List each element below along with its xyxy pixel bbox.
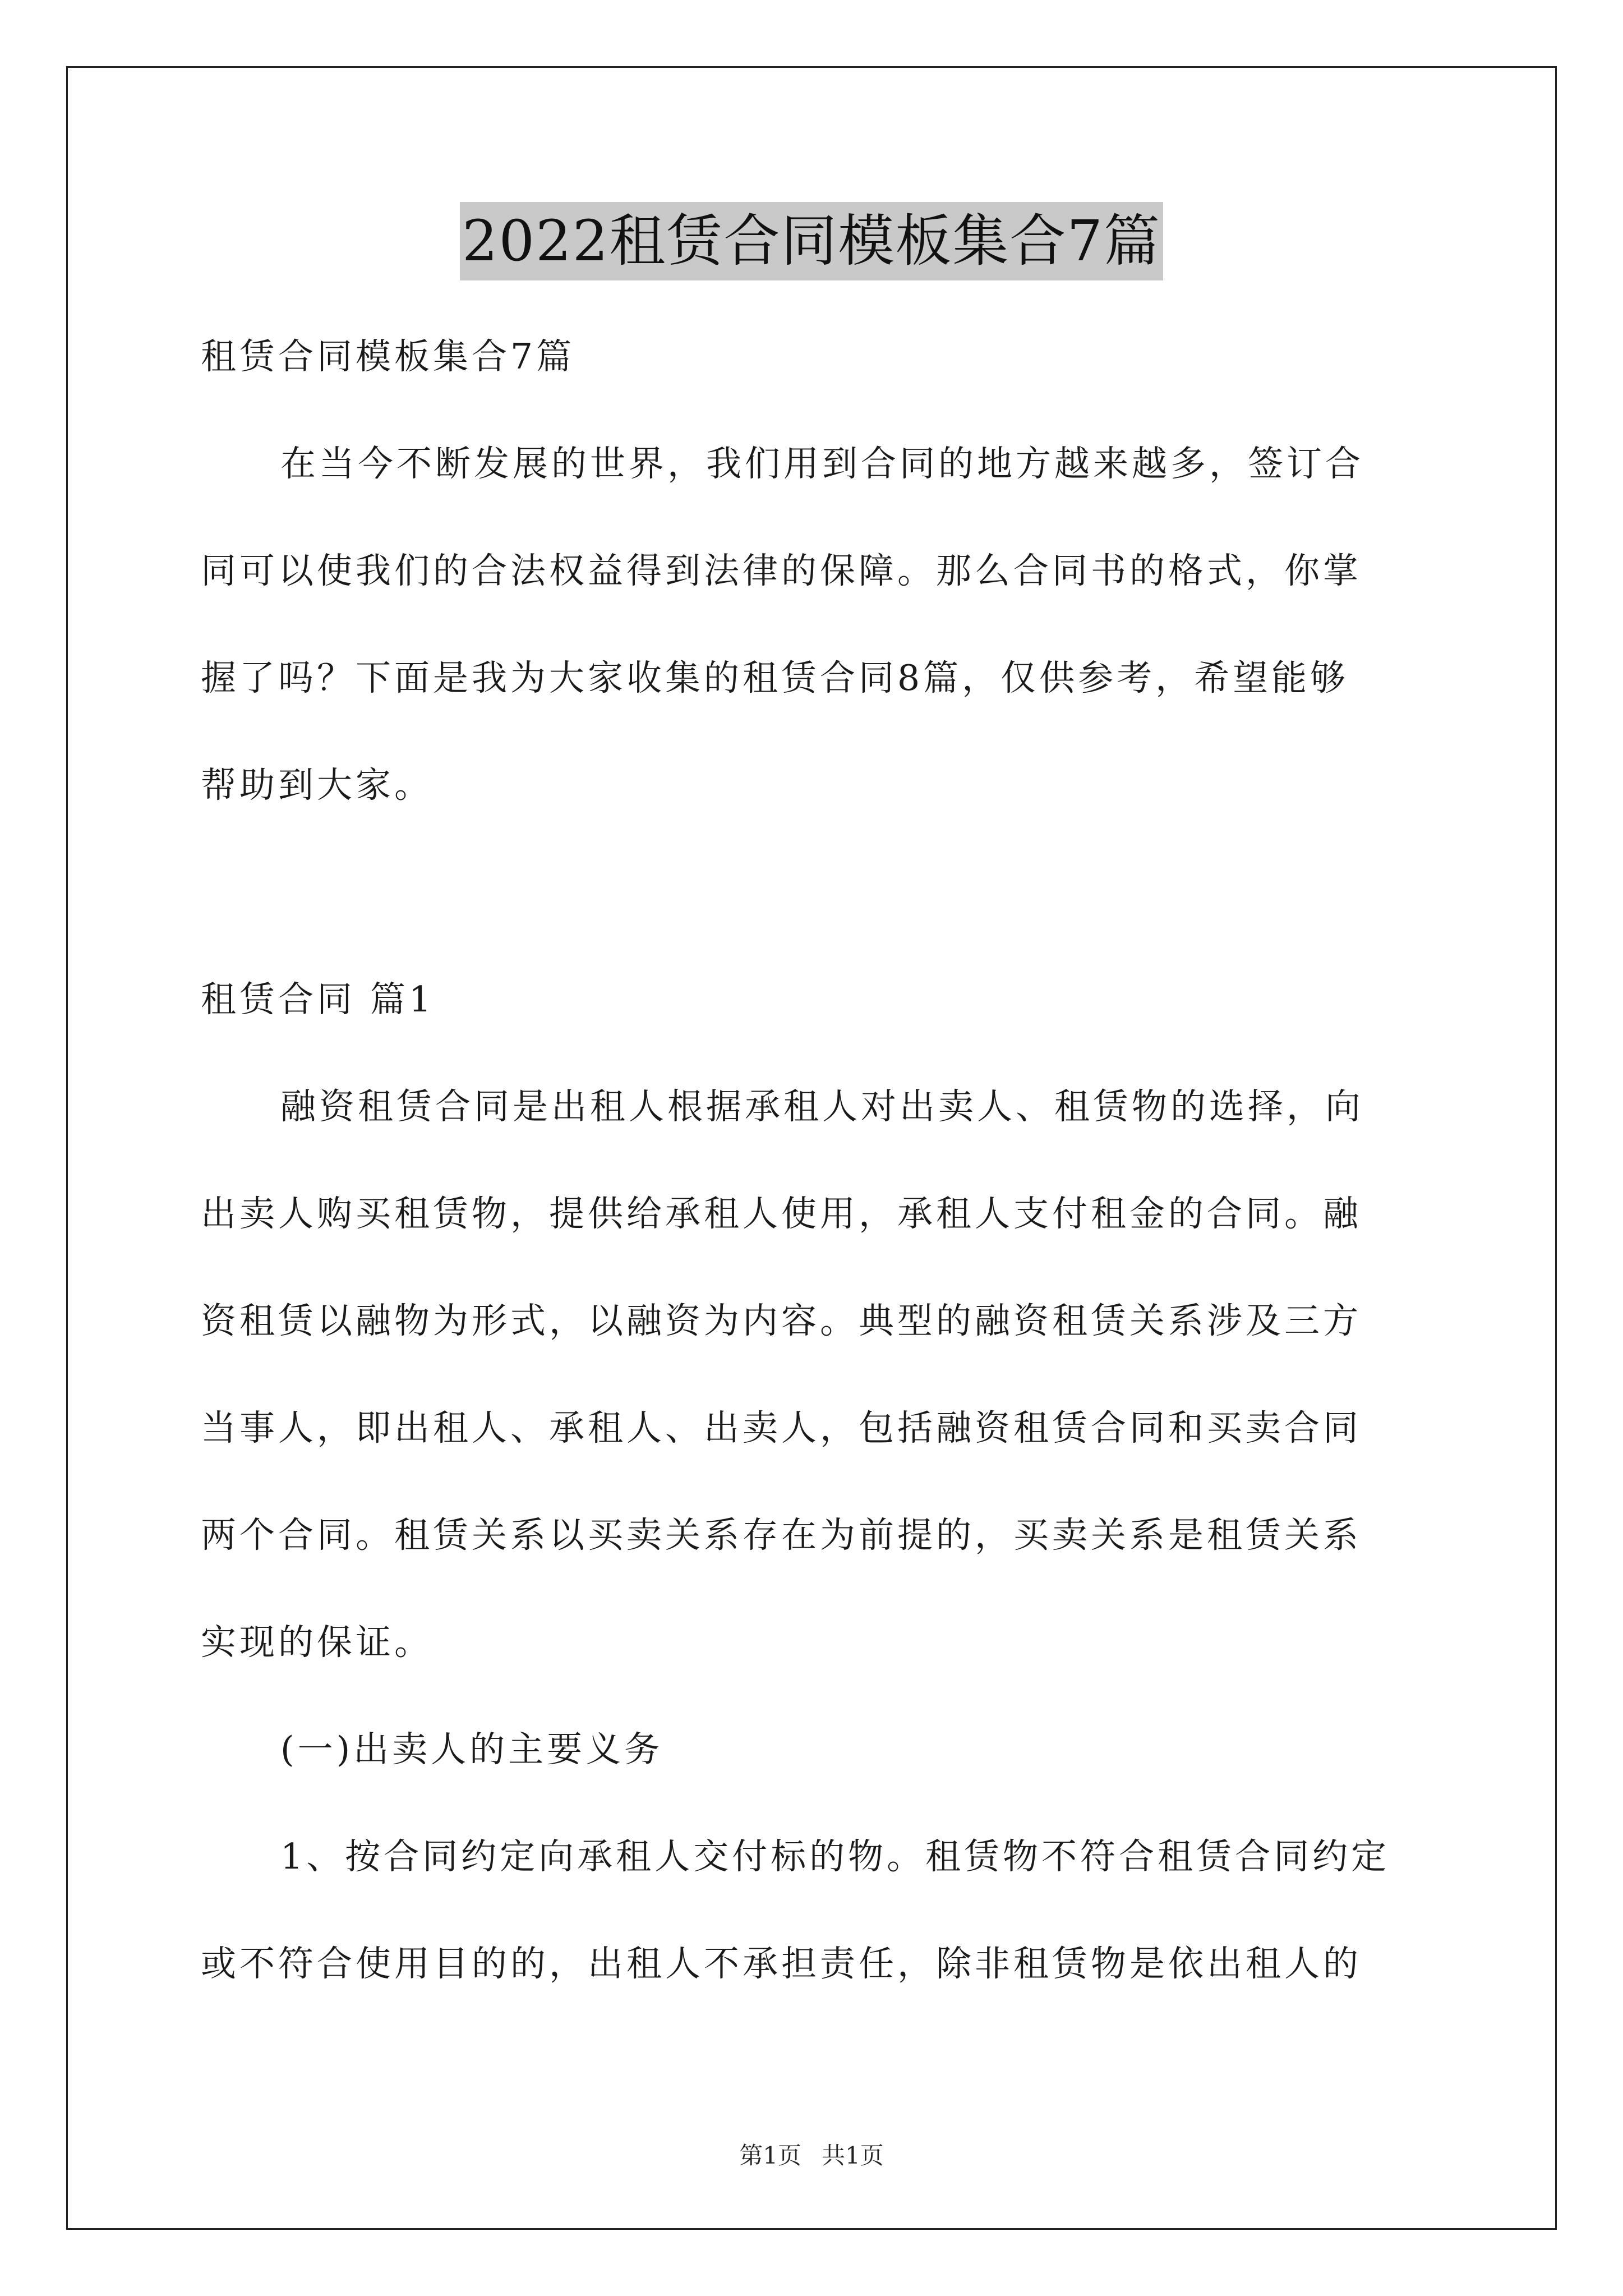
document-title: 2022租赁合同模板集合7篇: [460, 202, 1163, 280]
title-container: [0, 202, 1623, 280]
paragraph-gap: [201, 839, 1429, 946]
section-para-line: 出卖人购买租赁物，提供给承租人使用，承租人支付租金的合同。融: [201, 1193, 1362, 1234]
intro-line: 在当今不断发展的世界，我们用到合同的地方越来越多，签订合: [280, 443, 1364, 484]
subheading: (一)出卖人的主要义务: [280, 1729, 663, 1770]
section-heading: 租赁合同 篇1: [201, 979, 435, 1020]
section-para-line: 实现的保证。: [201, 1622, 433, 1663]
section-para-line: 融资租赁合同是出租人根据承租人对出卖人、租赁物的选择，向: [280, 1086, 1364, 1127]
page-footer: [0, 2137, 1623, 2171]
document-body: [201, 303, 1429, 2017]
section-para-line: 资租赁以融物为形式，以融资为内容。典型的融资租赁关系涉及三方: [201, 1300, 1362, 1341]
item-line: 或不符合使用目的的，出租人不承担责任，除非租赁物是依出租人的: [201, 1943, 1362, 1984]
total-pages-label: 共1页: [822, 2142, 884, 2169]
section-para-line: 当事人，即出租人、承租人、出卖人，包括融资租赁合同和买卖合同: [201, 1407, 1362, 1448]
current-page-label: 第1页: [739, 2142, 801, 2169]
intro-line: 帮助到大家。: [201, 765, 433, 806]
document-subtitle: 租赁合同模板集合7篇: [201, 336, 575, 377]
intro-line: 握了吗？下面是我为大家收集的租赁合同8篇，仅供参考，希望能够: [201, 657, 1349, 698]
item-line: 1、按合同约定向承租人交付标的物。租赁物不符合租赁合同约定: [280, 1836, 1390, 1877]
intro-line: 同可以使我们的合法权益得到法律的保障。那么合同书的格式，你掌: [201, 550, 1362, 591]
section-para-line: 两个合同。租赁关系以买卖关系存在为前提的，买卖关系是租赁关系: [201, 1515, 1362, 1556]
